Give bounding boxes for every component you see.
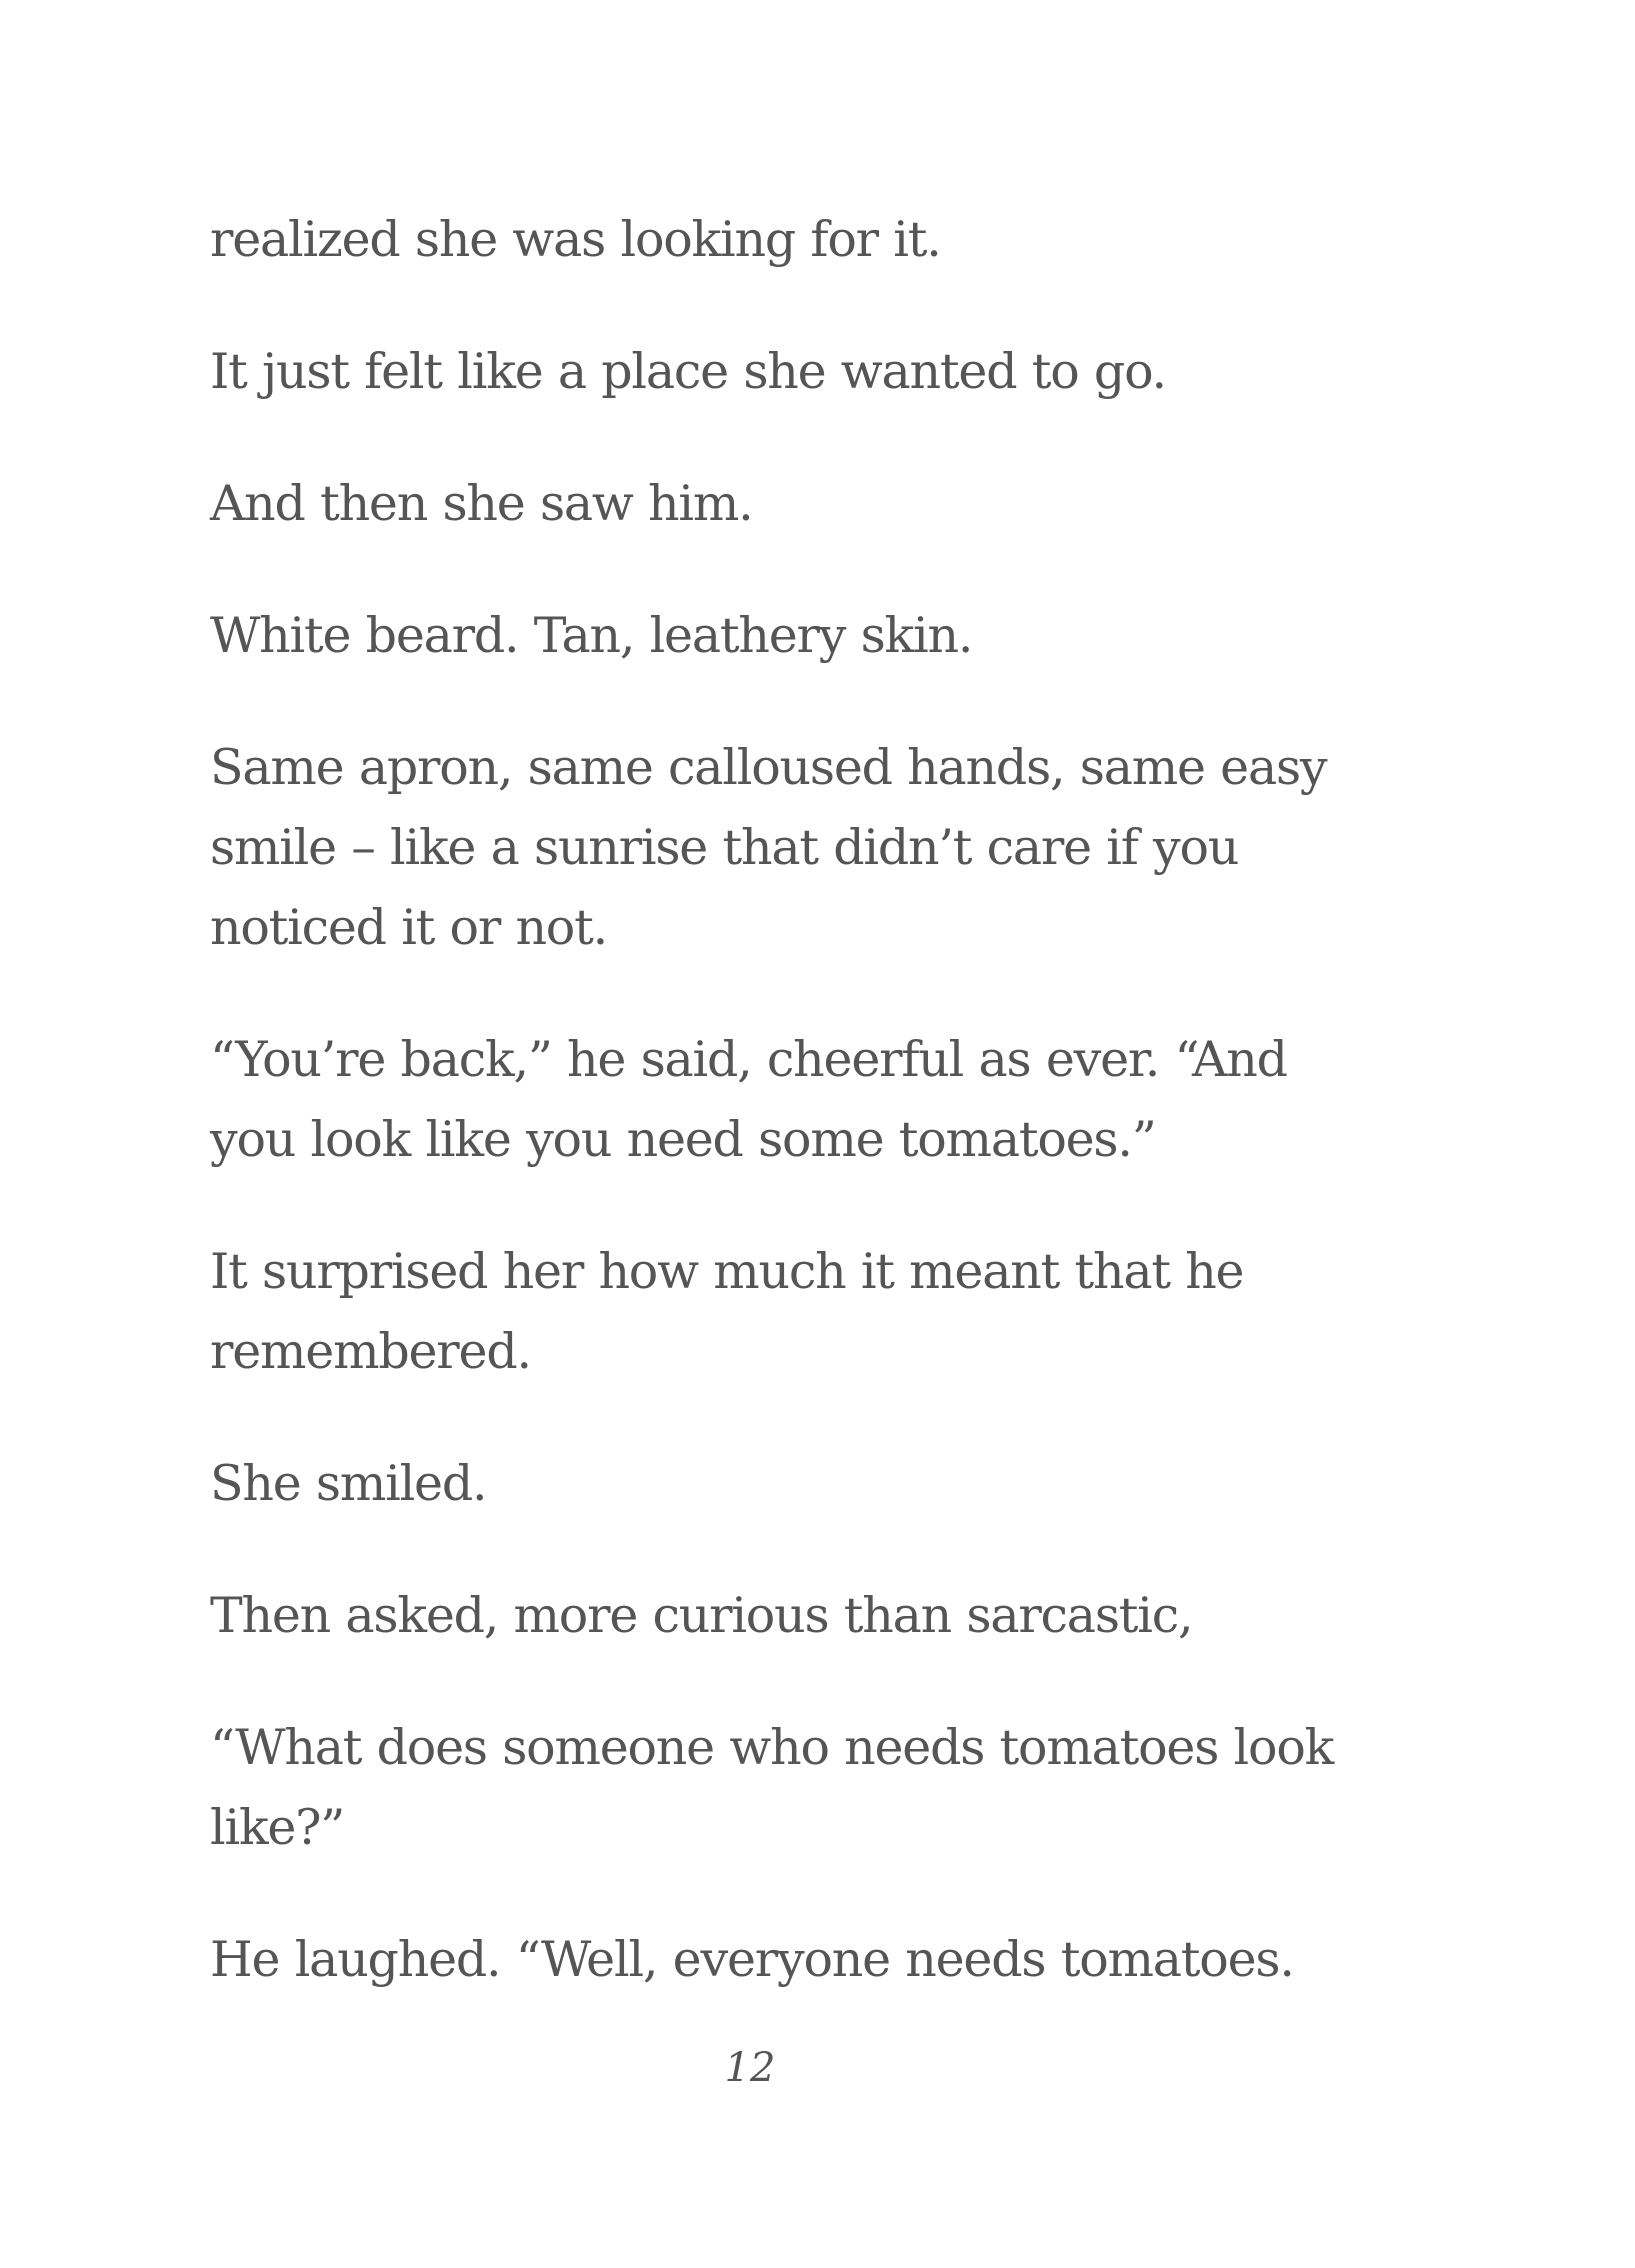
paragraph: realized she was looking for it.: [210, 211, 941, 268]
paragraph: Same apron, same calloused hands, same easy smile – like a sunrise that didn’t care if you noticed it or not.: [210, 739, 1327, 956]
paragraph: Then asked, more curious than sarcastic,: [210, 1587, 1193, 1644]
paragraph: He laughed. “Well, everyone needs tomatoes.: [210, 1931, 1294, 1988]
page-number: 12: [724, 2045, 776, 2091]
body-text: [210, 200, 1350, 2052]
paragraph: White beard. Tan, leathery skin.: [210, 607, 973, 664]
paragraph: It surprised her how much it meant that he remembered.: [210, 1243, 1244, 1380]
paragraph: She smiled.: [210, 1455, 487, 1512]
paragraph: It just felt like a place she wanted to go.: [210, 343, 1166, 400]
paragraph: “What does someone who needs tomatoes look like?”: [210, 1719, 1334, 1856]
paragraph: “You’re back,” he said, cheerful as ever. “And you look like you need some tomatoes.”: [210, 1031, 1287, 1168]
paragraph: And then she saw him.: [210, 475, 753, 532]
